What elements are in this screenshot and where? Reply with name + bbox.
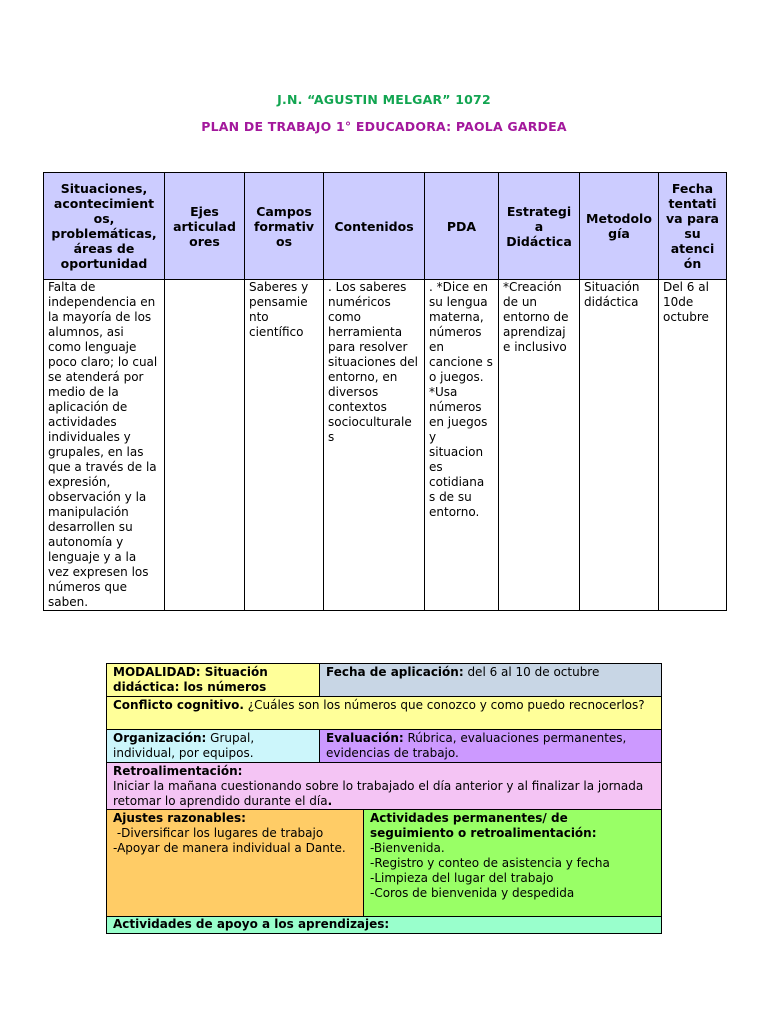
retro-text xyxy=(113,779,655,809)
ajustes-cell xyxy=(107,810,363,916)
evaluacion-label: Evaluación: xyxy=(326,731,404,745)
table-header-row xyxy=(44,173,727,280)
actividades-cell xyxy=(363,810,661,916)
school-title: J.N. “AGUSTIN MELGAR” 1072 xyxy=(277,92,491,107)
header-fecha: Fecha tentati va para su atenci ón xyxy=(659,173,727,280)
ajustes-item: -Diversificar los lugares de trabajo xyxy=(113,826,324,840)
evaluacion-cell xyxy=(319,730,661,762)
conflicto-cell xyxy=(107,697,661,729)
actividades-label: Actividades permanentes/ de seguimiento o retroalimentación: xyxy=(370,811,597,840)
organizacion-cell xyxy=(107,730,319,762)
header-estrategia: Estrategi a Didáctica xyxy=(499,173,580,280)
cell-pda: . *Dice en su lengua materna, números en cancione s o juegos. *Usa números en juegos y situacion es cotidiana s de su entorno. xyxy=(425,280,499,611)
organizacion-value: Grupal, individual, por equipos. xyxy=(113,731,255,760)
header-campos: Campos formativ os xyxy=(245,173,324,280)
cell-ejes xyxy=(165,280,245,611)
cell-situaciones: Falta de independencia en la mayoría de los alumnos, asi como lenguaje poco claro; lo cual se atenderá por medio de la aplicación de actividades individuales y grupales, en las que a través de la expresión, observación y la manipulación desarrollen su autonomía y lenguaje y a la vez expresen los números que saben. xyxy=(44,280,165,611)
header-ejes: Ejes articulad ores xyxy=(165,173,245,280)
cell-campos: Saberes y pensamie nto científico xyxy=(245,280,324,611)
retro-cell xyxy=(107,763,661,809)
ajustes-label: Ajustes razonables: xyxy=(113,811,246,825)
modalidad-grid xyxy=(106,663,662,934)
plan-table xyxy=(43,172,727,611)
header-metodologia: Metodolo gía xyxy=(580,173,659,280)
cell-estrategia: *Creación de un entorno de aprendizaj e inclusivo xyxy=(499,280,580,611)
actividades-item: -Registro y conteo de asistencia y fecha xyxy=(370,856,610,870)
fecha-value: del 6 al 10 de octubre xyxy=(463,665,600,679)
conflicto-value: ¿Cuáles son los números que conozco y como puedo recnocerlos? xyxy=(243,698,645,712)
fecha-cell xyxy=(319,664,661,696)
table-row xyxy=(44,280,727,611)
organizacion-label: Organización: xyxy=(113,731,207,745)
header-contenidos: Contenidos xyxy=(324,173,425,280)
apoyo-cell: Actividades de apoyo a los aprendizajes: xyxy=(113,917,390,931)
actividades-item: -Bienvenida. xyxy=(370,841,445,855)
modalidad-cell: MODALIDAD: Situación didáctica: los números xyxy=(107,664,319,696)
retro-end: . xyxy=(327,794,333,808)
conflicto-label: Conflicto cognitivo. xyxy=(113,698,244,712)
actividades-item: -Limpieza del lugar del trabajo xyxy=(370,871,554,885)
retro-label: Retroalimentación: xyxy=(113,764,243,778)
cell-contenidos: . Los saberes numéricos como herramienta para resolver situaciones del entorno, en diversos contextos socioculturale s xyxy=(324,280,425,611)
ajustes-item: -Apoyar de manera individual a Dante. xyxy=(113,841,346,855)
plan-title: PLAN DE TRABAJO 1° EDUCADORA: PAOLA GARDEA xyxy=(201,119,567,134)
header-pda: PDA xyxy=(425,173,499,280)
actividades-item: -Coros de bienvenida y despedida xyxy=(370,886,575,900)
cell-metodologia: Situación didáctica xyxy=(580,280,659,611)
fecha-label: Fecha de aplicación: xyxy=(326,665,464,679)
header-situaciones: Situaciones, acontecimient os, problemáticas, áreas de oportunidad xyxy=(44,173,165,280)
retro-value: Iniciar la mañana cuestionando sobre lo trabajado el día anterior y al finalizar la jornada retomar lo aprendido durante el día xyxy=(113,779,644,808)
evaluacion-value: Rúbrica, evaluaciones permanentes, evidencias de trabajo. xyxy=(326,731,627,760)
cell-fecha: Del 6 al 10de octubre xyxy=(659,280,727,611)
